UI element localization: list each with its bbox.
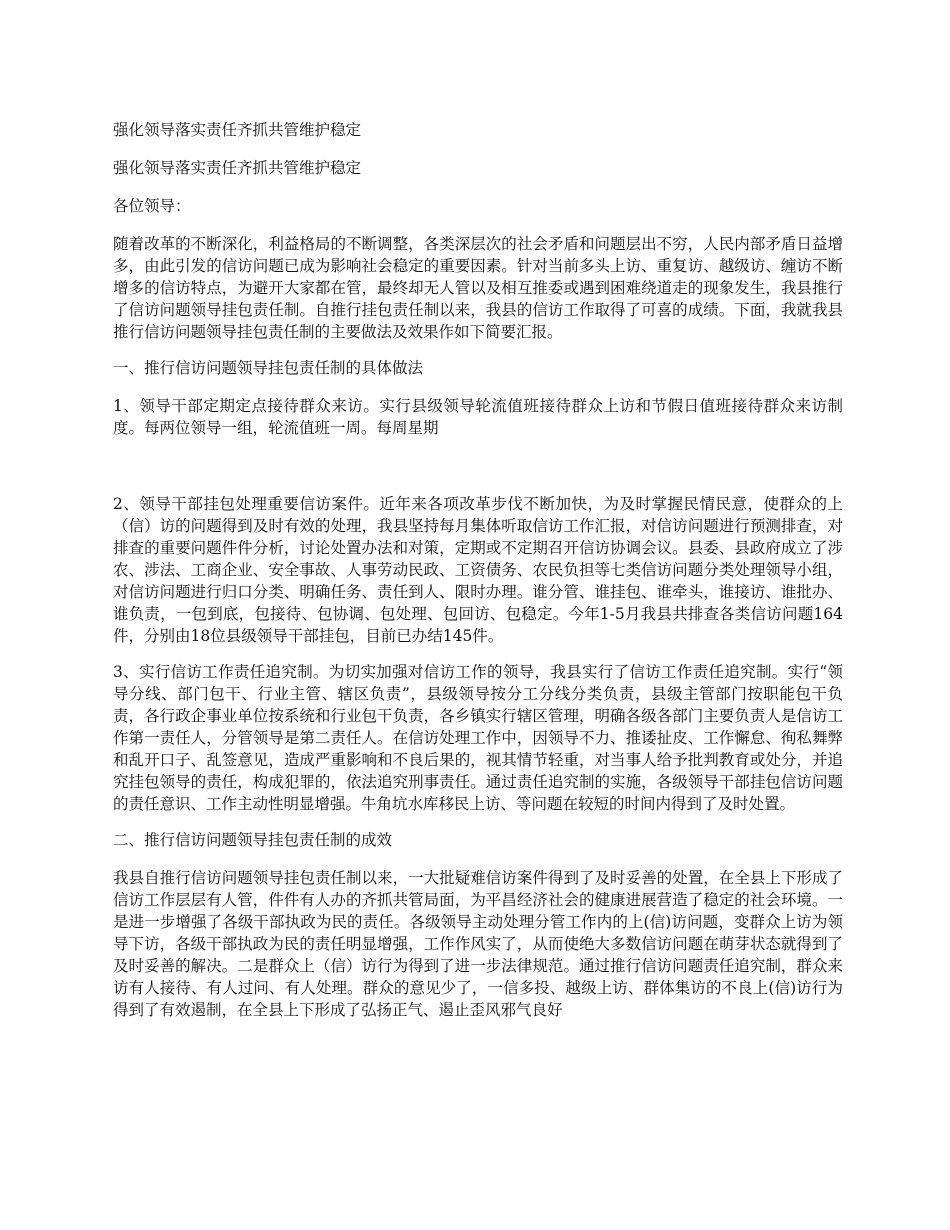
- list-item-1: 1、领导干部定期定点接待群众来访。实行县级领导轮流值班接待群众上访和节假日值班接待群众来访制度。每两位领导一组，轮流值班一周。每周星期: [113, 397, 843, 437]
- page-gap: [113, 453, 843, 493]
- list-item-2: 2、领导干部挂包处理重要信访案件。近年来各项改革步伐不断加快，为及时掌握民情民意，使群众的上（信）访的问题得到及时有效的处理，我县坚持每月集体听取信访工作汇报，对信访问题进行预测排查，对排查的重要问题件件分析，讨论处置办法和对策，定期或不定期召开信访协调会议。县委、县政府成立了涉农、涉法、工商企业、安全事故、人事劳动民政、工资债务、农民负担等七类信访问题分类处理领导小组，对信访问题进行归口分类、明确任务、责任到人、限时办理。谁分管、谁挂包、谁牵头，谁接访、谁批办、谁负责，一包到底，包接待、包协调、包处理、包回访、包稳定。今年1-5月我县共排查各类信访问题164件，分别由18位县级领导干部挂包，目前已办结145件。: [113, 495, 843, 645]
- section-heading-2: 二、推行信访问题领导挂包责任制的成效: [113, 831, 393, 849]
- document-body: [113, 119, 843, 1035]
- list-item-3: 3、实行信访工作责任追究制。为切实加强对信访工作的领导，我县实行了信访工作责任追究制。实行“领导分线、部门包干、行业主管、辖区负责”，县级领导按分工分线分类负责，县级主管部门按职能包干负责，各行政企事业单位按系统和行业包干负责，各乡镇实行辖区管理，明确各级各部门主要负责人是信访工作第一责任人，分管领导是第二责任人。在信访处理工作中，因领导不力、推诿扯皮、工作懈怠、徇私舞弊和乱开口子、乱签意见，造成严重影响和不良后果的，视其情节轻重，对当事人给予批判教育或处分，并追究挂包领导的责任，构成犯罪的，依法追究刑事责任。通过责任追究制的实施，各级领导干部挂包信访问题的责任意识、工作主动性明显增强。牛角坑水库移民上访、等问题在较短的时间内得到了及时处置。: [113, 663, 843, 813]
- intro-paragraph: 随着改革的不断深化，利益格局的不断调整，各类深层次的社会矛盾和问题层出不穷，人民内部矛盾日益增多，由此引发的信访问题已成为影响社会稳定的重要因素。针对当前多头上访、重复访、越级访、缠访不断增多的信访特点，为避开大家都在管，最终却无人管以及相互推委或遇到困难绕道走的现象发生，我县推行了信访问题领导挂包责任制。自推行挂包责任制以来，我县的信访工作取得了可喜的成绩。下面，我就我县推行信访问题领导挂包责任制的主要做法及效果作如下简要汇报。: [113, 235, 843, 341]
- section-heading-1: 一、推行信访问题领导挂包责任制的具体做法: [113, 359, 424, 377]
- results-paragraph: 我县自推行信访问题领导挂包责任制以来，一大批疑难信访案件得到了及时妥善的处置，在全县上下形成了信访工作层层有人管，件件有人办的齐抓共管局面，为平昌经济社会的健康进展营造了稳定的社会环境。一是进一步增强了各级干部执政为民的责任。各级领导主动处理分管工作内的上(信)访问题，变群众上访为领导下访，各级干部执政为民的责任明显增强，工作作风实了，从而使绝大多数信访问题在萌芽状态就得到了及时妥善的解决。二是群众上（信）访行为得到了进一步法律规范。通过推行信访问题责任追究制，群众来访有人接待、有人过问、有人处理。群众的意见少了，一信多投、越级上访、群体集访的不良上(信)访行为得到了有效遏制，在全县上下形成了弘扬正气、遏止歪风邪气良好: [113, 869, 843, 1019]
- document-title: 强化领导落实责任齐抓共管维护稳定: [113, 121, 362, 139]
- salutation: 各位领导：: [113, 197, 191, 215]
- document-subtitle: 强化领导落实责任齐抓共管维护稳定: [113, 159, 362, 177]
